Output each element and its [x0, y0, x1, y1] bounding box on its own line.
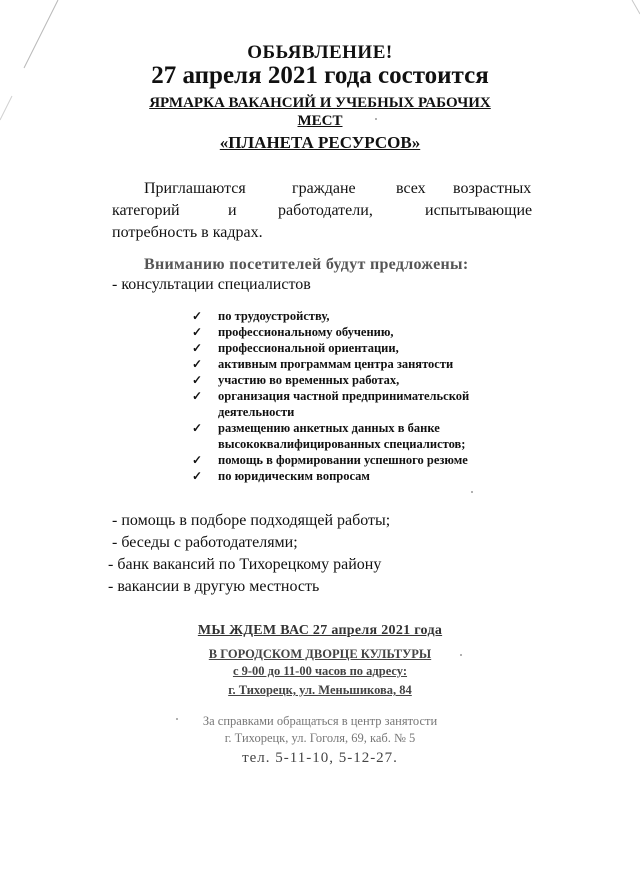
info-line-1: За справками обращаться в центр занятости: [202, 714, 438, 728]
intro-word: испытывающие: [425, 202, 533, 219]
offer-item: - беседы с работодателями;: [112, 534, 298, 551]
venue-address: г. Тихорецк, ул. Меньшикова, 84: [228, 683, 412, 697]
consultation-topics-list: [192, 308, 532, 484]
intro-line-1: [0, 179, 640, 199]
consultation-item: - консультации специалистов: [112, 276, 311, 293]
list-item: ✓ помощь в формировании успешного резюме: [192, 453, 468, 467]
list-item: ✓ профессиональной ориентации,: [192, 341, 399, 355]
list-item: ✓ активным программам центра занятости: [192, 357, 454, 371]
list-item: ✓ размещению анкетных данных в банке высококвалифицированных специалистов;: [192, 421, 466, 451]
offer-item: - помощь в подборе подходящей работы;: [112, 512, 391, 529]
fair-title-line1: ЯРМАРКА ВАКАНСИЙ И УЧЕБНЫХ РАБОЧИХ: [149, 95, 491, 111]
offer-item: - вакансии в другую местность: [108, 578, 320, 595]
check-icon: ✓: [192, 325, 203, 339]
fair-name: «ПЛАНЕТА РЕСУРСОВ»: [219, 133, 421, 152]
list-item: ✓ по трудоустройству,: [192, 309, 330, 323]
venue-line-1: В ГОРОДСКОМ ДВОРЦЕ КУЛЬТУРЫ: [208, 647, 432, 661]
list-item: ✓ участию во временных работах,: [192, 373, 400, 387]
invitation-line: МЫ ЖДЕМ ВАС 27 апреля 2021 года: [197, 623, 443, 638]
check-icon: ✓: [192, 341, 203, 355]
intro-word: граждане: [292, 180, 356, 197]
intro-word: и: [228, 202, 237, 219]
offer-item: - банк вакансий по Тихорецкому району: [108, 556, 382, 573]
intro-line-3: потребность в кадрах.: [112, 224, 263, 241]
list-item: ✓ организация частной предпринимательской деятельности: [192, 389, 470, 419]
intro-word: всех: [396, 180, 426, 197]
list-item: ✓ профессиональному обучению,: [192, 325, 394, 339]
intro-word: работодатели,: [278, 202, 373, 219]
list-item: ✓ по юридическим вопросам: [192, 469, 370, 483]
check-icon: ✓: [192, 373, 203, 387]
attention-heading: Вниманию посетителей будут предложены:: [144, 256, 469, 273]
info-line-2: г. Тихорецк, ул. Гоголя, 69, каб. № 5: [224, 731, 416, 745]
intro-word: Приглашаются: [144, 180, 246, 197]
check-icon: ✓: [192, 309, 203, 323]
check-icon: ✓: [192, 357, 203, 371]
event-date-heading: 27 апреля 2021 года состоится: [151, 62, 489, 89]
intro-line-2: [0, 201, 640, 221]
scan-speck: [471, 491, 473, 493]
intro-word: категорий: [112, 202, 180, 219]
announcement-title: ОБЬЯВЛЕНИЕ!: [247, 42, 393, 63]
intro-word: возрастных: [453, 180, 532, 197]
contact-phone: тел. 5-11-10, 5-12-27.: [242, 750, 398, 766]
fair-title-line2: МЕСТ: [297, 113, 343, 129]
check-icon: ✓: [192, 453, 203, 467]
check-icon: ✓: [192, 421, 203, 435]
venue-line-2: с 9-00 до 11-00 часов по адресу:: [232, 664, 408, 678]
check-icon: ✓: [192, 389, 203, 403]
check-icon: ✓: [192, 469, 203, 483]
